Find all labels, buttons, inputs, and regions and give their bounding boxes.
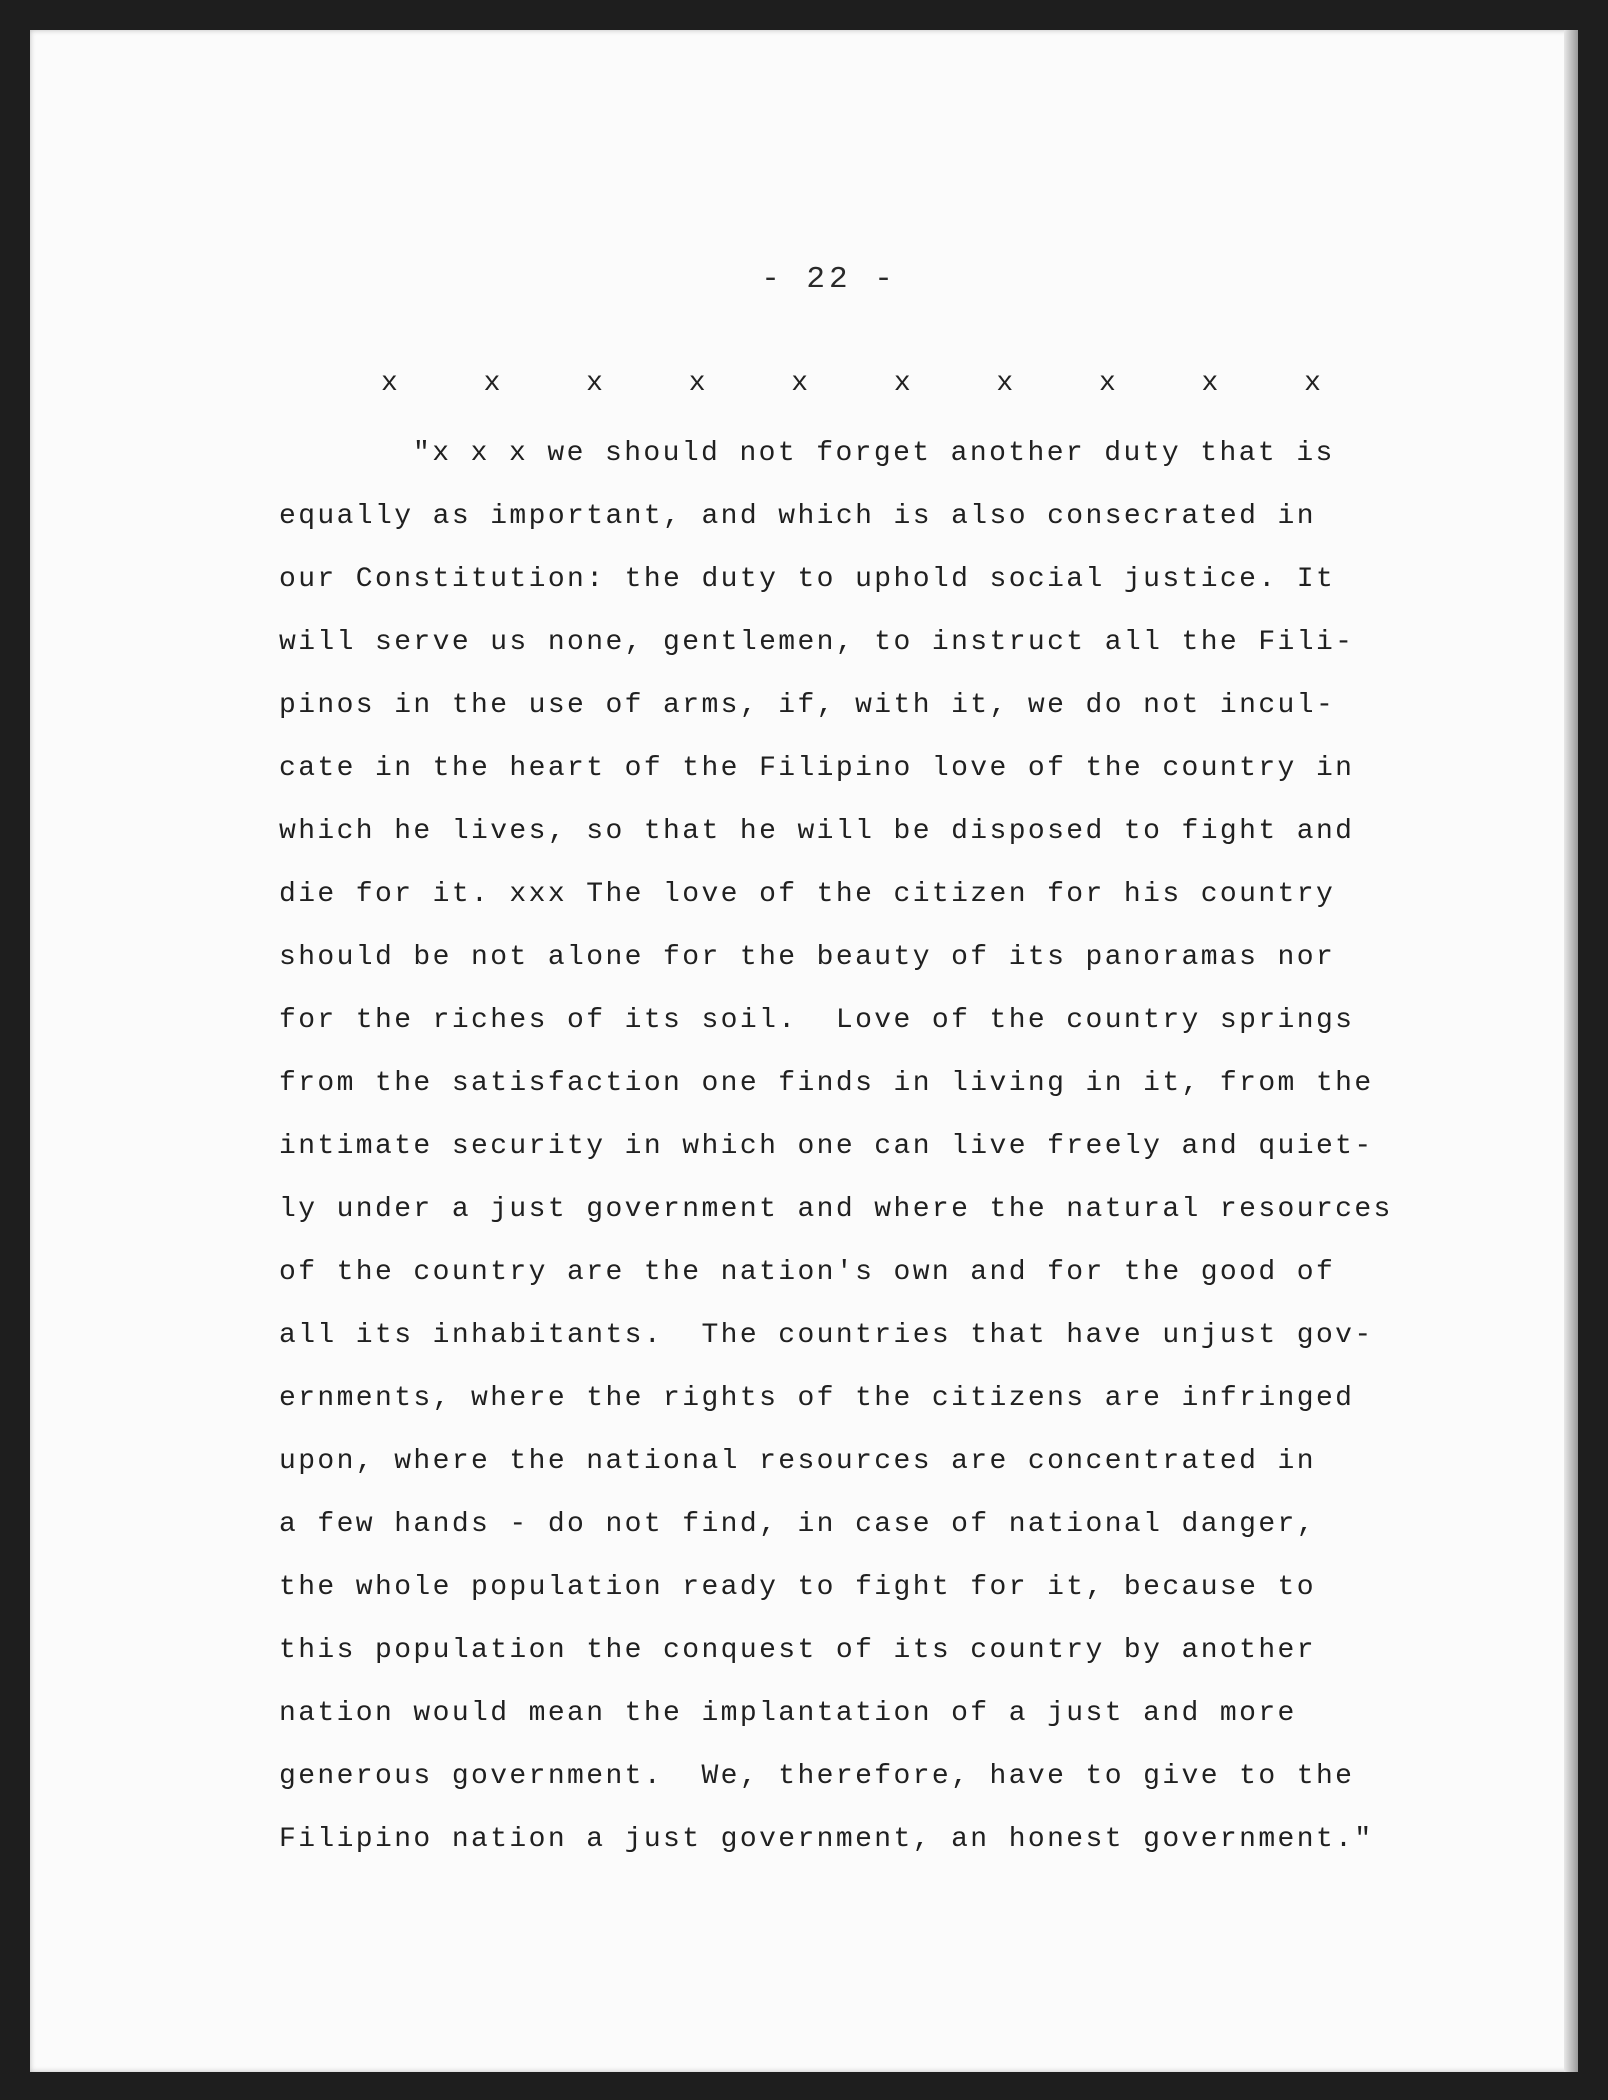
- page-edge-shadow: [1564, 30, 1578, 2072]
- text-line: all its inhabitants. The countries that have unjust gov-: [279, 1320, 1374, 1351]
- text-line: a few hands - do not find, in case of national danger,: [279, 1509, 1316, 1540]
- text-line: nation would mean the implantation of a just and more: [279, 1698, 1297, 1729]
- text-line: of the country are the nation's own and for the good of: [279, 1257, 1336, 1288]
- text-line: should be not alone for the beauty of its panoramas nor: [279, 942, 1336, 973]
- text-line: our Constitution: the duty to uphold social justice. It: [279, 564, 1336, 595]
- omission-mark: x: [688, 368, 706, 399]
- omission-mark: x: [791, 368, 809, 399]
- omission-mark: x: [1304, 368, 1321, 399]
- text-line: ly under a just government and where the natural resources: [279, 1194, 1393, 1225]
- text-line: the whole population ready to fight for it, because to: [279, 1572, 1316, 1603]
- text-line: equally as important, and which is also consecrated in: [279, 501, 1316, 532]
- text-line: die for it. xxx The love of the citizen for his country: [279, 879, 1336, 910]
- text-line: cate in the heart of the Filipino love of the country in: [279, 753, 1355, 784]
- text-line: intimate security in which one can live freely and quiet-: [279, 1131, 1374, 1162]
- text-line: generous government. We, therefore, have to give to the: [279, 1761, 1355, 1792]
- omission-mark: x: [893, 368, 911, 399]
- omission-mark: x: [996, 368, 1014, 399]
- text-line: Filipino nation a just government, an honest government.": [279, 1824, 1374, 1855]
- quoted-speech-paragraph: [279, 422, 1479, 1871]
- text-line: from the satisfaction one finds in living in it, from the: [279, 1068, 1374, 1099]
- text-line: upon, where the national resources are concentrated in: [279, 1446, 1316, 1477]
- text-line: for the riches of its soil. Love of the country springs: [279, 1005, 1355, 1036]
- omission-mark: x: [381, 368, 398, 399]
- omission-mark: x: [586, 368, 603, 399]
- text-line: will serve us none, gentlemen, to instruct all the Fili-: [279, 627, 1355, 658]
- text-line: pinos in the use of arms, if, with it, we do not incul-: [279, 690, 1336, 721]
- omission-mark: x: [1098, 368, 1116, 399]
- text-line: ernments, where the rights of the citizens are infringed: [279, 1383, 1355, 1414]
- text-line: "x x x we should not forget another duty that is: [413, 438, 1335, 469]
- omission-mark: x: [483, 368, 501, 399]
- omission-mark: x: [1201, 368, 1219, 399]
- page-number: - 22 -: [761, 262, 897, 297]
- text-line: which he lives, so that he will be disposed to fight and: [279, 816, 1355, 847]
- text-line: this population the conquest of its country by another: [279, 1635, 1316, 1666]
- omission-marks-row: [381, 368, 1321, 399]
